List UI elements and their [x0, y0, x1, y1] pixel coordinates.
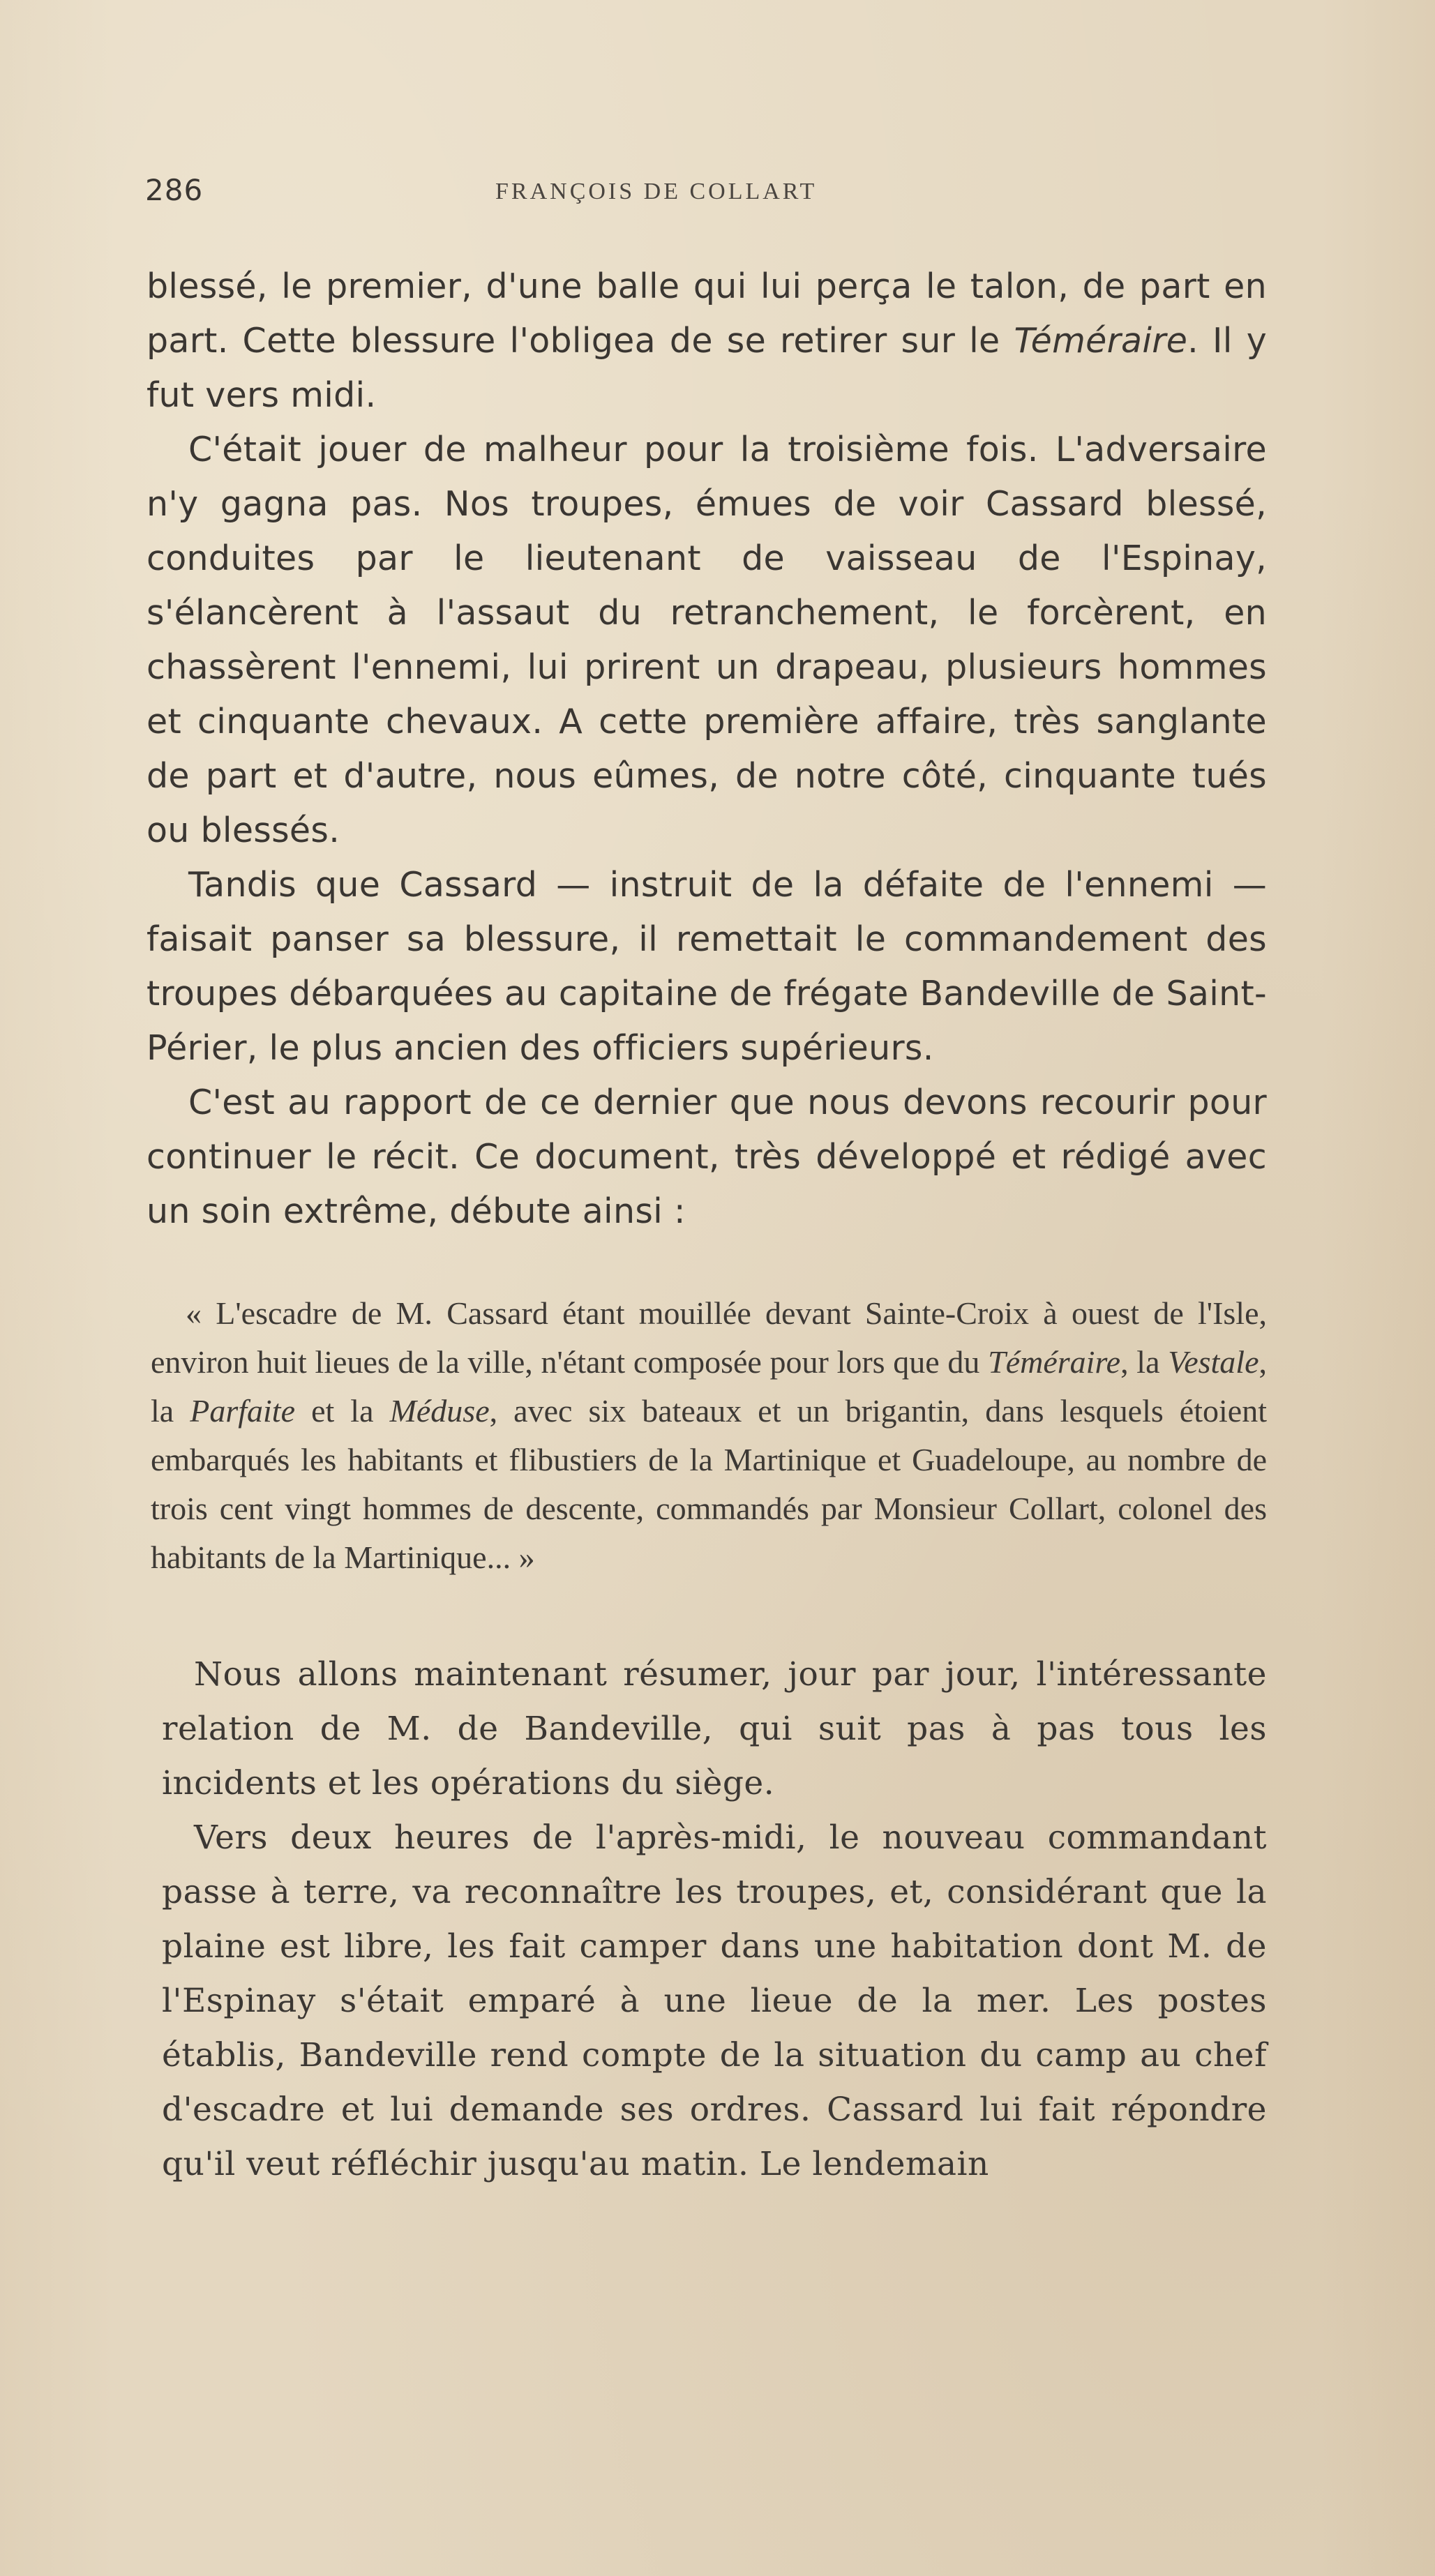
ship-name: Méduse	[389, 1393, 490, 1429]
paragraph-1: blessé, le premier, d'une balle qui lui perça le talon, de part en part. Cette blessure l'obligea de se retirer sur le Téméraire. Il y fut vers midi.	[146, 266, 1267, 415]
ship-name: Vestale	[1168, 1344, 1259, 1380]
ship-name: Téméraire	[1014, 321, 1188, 361]
paragraph-5: Nous allons maintenant résumer, jour par jour, l'intéressante relation de M. de Bandeville, qui suit pas à pas tous les incidents et les opérations du siège.	[162, 1655, 1267, 1802]
quote-paragraph: « L'escadre de M. Cassard étant mouillée devant Sainte-Croix à ouest de l'Isle, environ huit lieues de la ville, n'étant composée pour lors que du Téméraire, la Vestale, la Parfaite et la Méduse, avec six bateaux et un brigantin, dans lesquels étoient embarqués les habitants et flibustiers de la Martinique et Guadeloupe, au nombre de trois cent vingt hommes de descente, commandés par Monsieur Collart, colonel des habitants de la Martinique... »	[151, 1295, 1267, 1575]
paragraph-2: C'était jouer de malheur pour la troisième fois. L'adversaire n'y gagna pas. Nos troupes, émues de voir Cassard blessé, conduites par le lieutenant de vaisseau de l'Espinay, s'élancèrent à l'assaut du retranchement, le forcèrent, en chassèrent l'ennemi, lui prirent un drapeau, plusieurs hommes et cinquante chevaux. A cette première affaire, très sanglante de part et d'autre, nous eûmes, de notre côté, cinquante tués ou blessés.	[146, 430, 1267, 850]
page-header	[145, 173, 1267, 215]
ship-name: Téméraire	[988, 1344, 1121, 1380]
quoted-report	[151, 1289, 1267, 1582]
body-text	[146, 259, 1267, 1239]
paragraph-3: Tandis que Cassard — instruit de la défaite de l'ennemi — faisait panser sa blessure, il remettait le commandement des troupes débarquées au capitaine de frégate Bandeville de Saint-Périer, le plus ancien des officiers supérieurs.	[146, 865, 1267, 1068]
page-number: 286	[145, 173, 204, 207]
running-head: FRANÇOIS DE COLLART	[495, 179, 818, 204]
ship-name: Parfaite	[190, 1393, 296, 1429]
paragraph-4: C'est au rapport de ce dernier que nous devons recourir pour continuer le récit. Ce document, très développé et rédigé avec un soin extrême, débute ainsi :	[146, 1083, 1267, 1231]
paragraph-6: Vers deux heures de l'après-midi, le nouveau commandant passe à terre, va reconnaître les troupes, et, considérant que la plaine est libre, les fait camper dans une habitation dont M. de l'Espinay s'était emparé à une lieue de la mer. Les postes établis, Bandeville rend compte de la situation du camp au chef d'escadre et lui demande ses ordres. Cassard lui fait répondre qu'il veut réfléchir jusqu'au matin. Le lendemain	[162, 1818, 1267, 2183]
lower-text	[162, 1648, 1267, 2192]
